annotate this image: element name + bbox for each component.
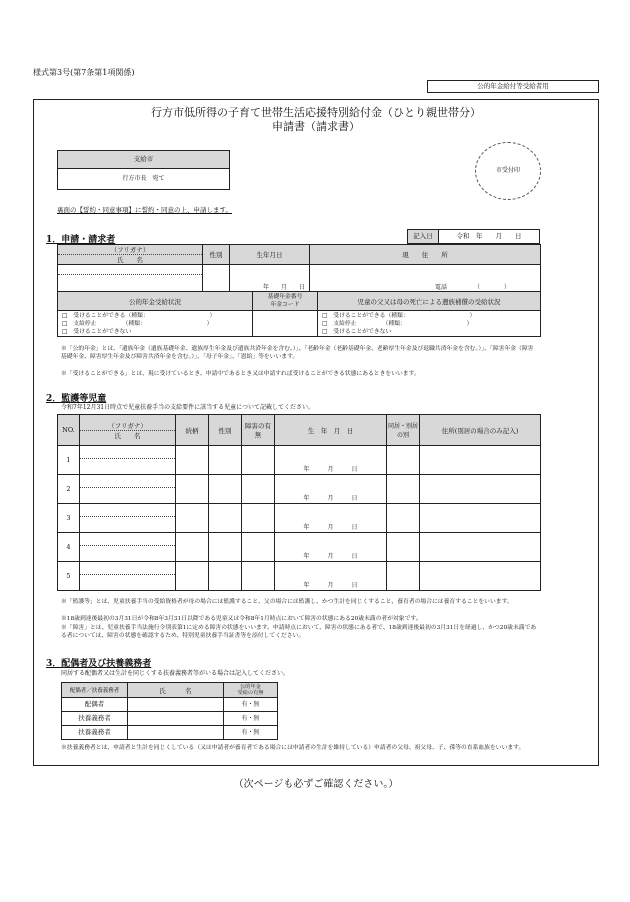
section3-intro: 同居する配偶者又は生計を同じくする扶養義務者等がいる場合は記入してください。 [61,670,290,677]
death-options [318,311,541,337]
child-address-field[interactable] [420,533,541,562]
applicant-birth-field[interactable]: 年 月 日 [230,265,310,293]
pension-option-1[interactable]: □ 受けることができる（種類： ） [62,312,216,319]
child-gender-field[interactable] [209,562,242,591]
address-header: 現 住 所 [310,245,541,265]
child-address-field[interactable] [420,446,541,475]
child-address-field[interactable] [420,562,541,591]
relation-field[interactable] [176,446,209,475]
table-row [58,504,541,533]
child-birth-header: 生 年 月 日 [275,415,387,446]
applicant-table [57,244,541,293]
dependent-type: 扶養義務者 [62,726,128,740]
table-row [62,726,278,740]
dependent-name-field[interactable] [128,698,224,712]
recipient-tag: 公的年金給付等受給者用 [427,80,599,93]
section3-title: 3．配偶者及び扶養義務者 [46,659,152,669]
table-row [58,562,541,591]
section2-note-1: ※「監護等」とは、児童扶養手当の受給資格者が母の場合には監護すること、父の場合には監護し、かつ生計を同じくすること、養育者の場合には養育することをいいます。 [61,599,513,605]
furigana-line [80,446,175,459]
disability-field[interactable] [242,504,275,533]
pension-option-3[interactable]: □ 受けることができない [62,328,132,335]
gender-header: 性別 [203,245,230,265]
cohabit-field[interactable] [387,533,420,562]
section2-title: 2．監護等児童 [46,394,107,404]
disability-header: 障害の有無 [242,415,275,446]
form-subtitle: 申請書（請求書） [272,120,360,133]
row-number: 1 [58,446,80,475]
child-name-field[interactable] [80,446,176,475]
dependent-pension-choice[interactable]: 有・無 [224,698,278,712]
footer-note: （次ページも必ずご確認ください。） [233,779,399,790]
cohabit-field[interactable] [387,475,420,504]
pension-option-2[interactable]: □ 支給停止 （種類： ） [62,320,213,327]
child-birth-field[interactable]: 年 月 日 [275,504,387,533]
table-row [62,698,278,712]
row-number: 4 [58,533,80,562]
dependent-pension-header: 公的年金 受給の有無 [224,683,278,698]
applicant-name-header [58,245,203,265]
pension-number-field[interactable] [253,311,318,337]
child-birth-field[interactable]: 年 月 日 [275,562,387,591]
section2-note-2: ※18歳到達後最初の3月31日が令和8年3月31日以降である児童又は令和8年1月時点において障害の状態にある20歳未満の者が対象です。 [61,616,422,622]
table-row [58,533,541,562]
date-field[interactable]: 令和 年 月 日 [439,230,540,244]
child-birth-field[interactable]: 年 月 日 [275,475,387,504]
dependent-name-field[interactable] [128,712,224,726]
furigana-line [80,533,175,546]
section1-note-1: ※「公的年金」とは、「遺族年金（遺族基礎年金、遺族厚生年金及び遺族共済年金を含む。）」、「老齢年金（老齢基礎年金、老齢厚生年金及び退職共済年金を含む。）」、「障害年金（障害基礎年金、障害厚生年金及び障害共済年金を含む。）」、「母子年金」、「恩給」等をいいます。 [61,346,534,360]
cohabit-field[interactable] [387,562,420,591]
pension-options [58,311,253,337]
death-compensation-header: 児童の父又は母の死亡による遺族補償の受給状況 [318,292,541,311]
child-birth-field[interactable]: 年 月 日 [275,446,387,475]
child-name-field[interactable] [80,475,176,504]
section3-note: ※扶養義務者とは、申請者と生計を同じくしている（又は申請者が養育者である場合には申請者の生計を維持している）申請者の父母、祖父母、子、孫等の直系血族をいいます。 [61,745,525,751]
row-number: 2 [58,475,80,504]
payer-header: 支給市 [58,151,230,169]
child-name-header [80,415,176,446]
relation-field[interactable] [176,504,209,533]
disability-field[interactable] [242,562,275,591]
child-address-field[interactable] [420,504,541,533]
relation-field[interactable] [176,475,209,504]
dependent-name-header: 氏 名 [128,683,224,698]
payer-box [57,150,230,190]
disability-field[interactable] [242,475,275,504]
table-row [62,712,278,726]
child-name-field[interactable] [80,562,176,591]
dependent-pension-choice[interactable]: 有・無 [224,712,278,726]
dependent-pension-choice[interactable]: 有・無 [224,726,278,740]
child-gender-field[interactable] [209,504,242,533]
child-name-field[interactable] [80,533,176,562]
section2-intro: 令和7年12月31日時点で児童扶養手当の支給要件に該当する児童について記載してください。 [61,404,314,411]
no-header: NO. [58,415,80,446]
applicant-address-field[interactable]: 電話 （ ） [310,265,541,293]
stamp-label: 市受付印 [495,167,520,174]
furigana-label: （フリガナ） [58,245,202,255]
child-gender-field[interactable] [209,533,242,562]
furigana-line [80,504,175,517]
furigana-line [80,562,175,575]
dependent-name-field[interactable] [128,726,224,740]
relation-field[interactable] [176,562,209,591]
stamp-circle [475,142,541,200]
pension-number-header: 基礎年金番号 年金コード [253,292,318,311]
dependent-type: 配偶者 [62,698,128,712]
dependent-type-header: 配偶者／扶養義務者 [62,683,128,698]
dependents-table [61,682,278,740]
child-address-field[interactable] [420,475,541,504]
pledge-text: 裏面の【誓約・同意事項】に誓約・同意の上、申請します。 [57,206,232,214]
pension-table [57,291,541,337]
applicant-gender-field[interactable] [203,265,230,293]
applicant-name-field[interactable] [58,265,203,293]
pension-status-header: 公的年金受給状況 [58,292,253,311]
date-label: 記入日 [408,230,439,244]
disability-field[interactable] [242,446,275,475]
child-gender-field[interactable] [209,446,242,475]
relation-field[interactable] [176,533,209,562]
death-option-3[interactable]: □ 受けることができない [322,328,392,335]
furigana-line [58,265,202,275]
death-option-1[interactable]: □ 受けることができる（種類： ） [322,312,476,319]
form-title: 行方市低所得の子育て世帯生活応援特別給付金（ひとり親世帯分） [151,106,481,119]
name-label: 氏 名 [117,256,143,264]
cohabit-header: 同居・別居の別 [387,415,420,446]
child-furigana-label: （フリガナ） [80,421,175,431]
payer-addressee: 行方市長 宛て [58,169,230,190]
birth-header: 生年月日 [230,245,310,265]
table-row [58,446,541,475]
child-birth-field[interactable]: 年 月 日 [275,533,387,562]
table-row [58,475,541,504]
section1-title: 1．申請・請求者 [46,235,116,245]
row-number: 3 [58,504,80,533]
relation-header: 続柄 [176,415,209,446]
date-box [407,229,540,244]
section1-note-2: ※「受けることができる」とは、現に受けているとき、申請中であるとき又は申請すれば受けることができる状態にあるときをいいます。 [61,371,420,377]
form-number: 様式第3号(第7条第1項関係) [33,68,135,77]
child-gender-header: 性別 [209,415,242,446]
child-gender-field[interactable] [209,475,242,504]
child-address-header: 住所(別居の場合のみ記入) [420,415,541,446]
section2-note-3: ※「障害」とは、児童扶養手当法施行令別表第1に定める障害の状態をいいます。申請時点において、障害の状態にある者で、18歳到達後最初の3月31日を経過し、かつ20歳未満である者については、障害の状態を確認するため、特別児童扶養手当証書等を添付してください。 [61,625,537,639]
children-table [57,414,541,591]
death-option-2[interactable]: □ 支給停止 （種類： ） [322,320,473,327]
furigana-line [80,475,175,488]
cohabit-field[interactable] [387,446,420,475]
child-name-label: 氏 名 [114,431,141,440]
dependent-type: 扶養義務者 [62,712,128,726]
row-number: 5 [58,562,80,591]
child-name-field[interactable] [80,504,176,533]
cohabit-field[interactable] [387,504,420,533]
disability-field[interactable] [242,533,275,562]
